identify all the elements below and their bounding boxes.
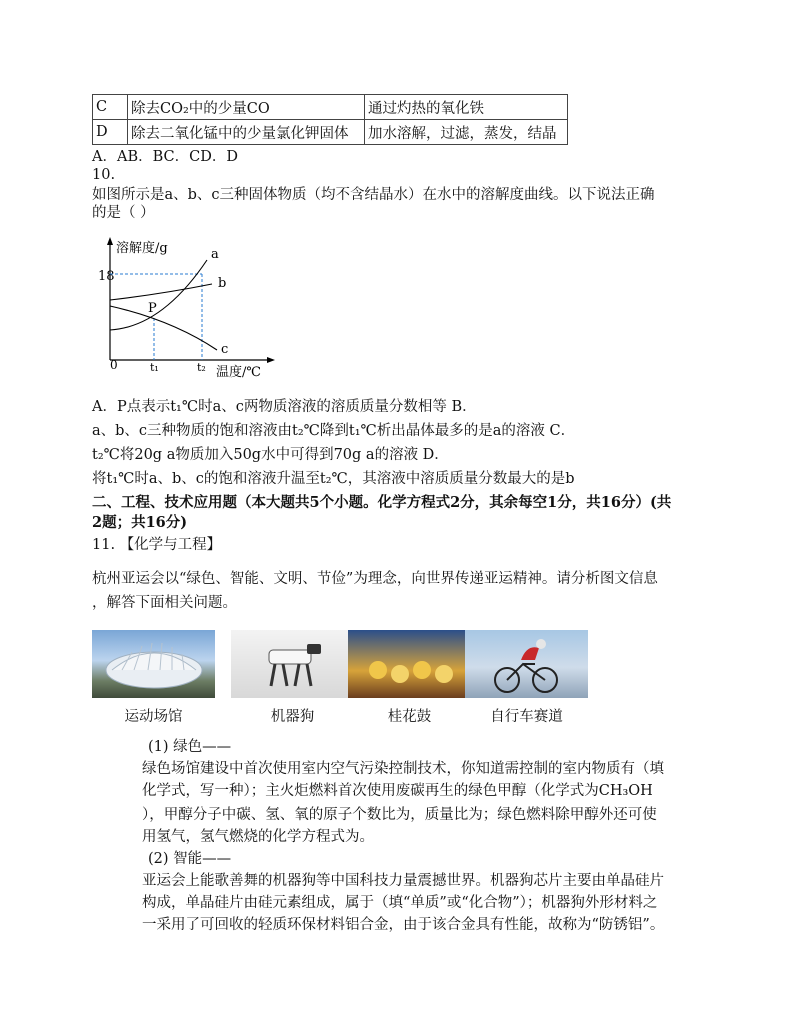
point-label: P	[148, 301, 157, 316]
q10-option-2: a、b、c三种物质的饱和溶液由t₂℃降到t₁℃析出晶体最多的是a的溶液 C．	[92, 423, 576, 439]
row-method: 通过灼热的氧化铁	[365, 95, 568, 120]
table-row	[93, 120, 568, 145]
table-row	[93, 95, 568, 120]
x-tick-label: t₁	[150, 361, 159, 374]
part2-line-1: 亚运会上能歌善舞的机器狗等中国科技力量震撼世界。机器狗芯片主要由单晶硅片	[142, 873, 664, 889]
row-task: 除去二氧化锰中的少量氯化钾固体	[128, 120, 365, 145]
caption-cycling: 自行车赛道	[490, 709, 563, 725]
part1-line-3: ），甲醇分子中碳、氢、氧的原子个数比为，质量比为；绿色燃料除甲醇外还可使	[142, 807, 657, 823]
curve-b	[110, 284, 212, 300]
q11-number: 11. 【化学与工程】	[92, 537, 222, 553]
q10-option-3: t₂℃将20g a物质加入50g水中可得到70g a的溶液 D．	[92, 447, 449, 463]
q10-option-4: 将t₁℃时a、b、c的饱和溶液升温至t₂℃，其溶液中溶质质量分数最大的是b	[92, 471, 575, 487]
robot-dog-photo	[231, 630, 354, 698]
origin-label: 0	[110, 358, 118, 372]
row-task: 除去CO₂中的少量CO	[128, 95, 365, 120]
cycling-photo	[465, 630, 588, 698]
part1-line-1: 绿色场馆建设中首次使用室内空气污染控制技术，你知道需控制的室内物质有（填	[142, 761, 664, 777]
caption-stadium: 运动场馆	[124, 709, 183, 725]
q10-number: 10.	[92, 167, 116, 183]
series-label: b	[218, 276, 227, 291]
y-tick-label: 18	[98, 269, 115, 284]
row-method: 加水溶解，过滤，蒸发，结晶	[365, 120, 568, 145]
part1-title: (1) 绿色——	[148, 739, 232, 755]
solubility-chart	[92, 232, 282, 382]
q11-intro-2: ，解答下面相关问题。	[92, 595, 237, 611]
x-axis-label: 温度/℃	[216, 365, 261, 380]
curve-a	[110, 260, 207, 330]
options-table	[92, 94, 568, 145]
part2-line-2: 构成，单晶硅片由硅元素组成，属于（填“单质”或“化合物”）；机器狗外形材料之	[142, 895, 658, 911]
y-axis-label: 溶解度/g	[116, 241, 168, 256]
part1-line-2: 化学式，写一种）；主火炬燃料首次使用废碳再生的绿色甲醇（化学式为CH₃OH	[142, 783, 653, 799]
x-axis-arrow	[267, 357, 275, 363]
series-label: a	[211, 247, 219, 262]
part1-line-4: 用氢气，氢气燃烧的化学方程式为。	[142, 829, 374, 845]
row-label: C	[93, 95, 128, 120]
q11-intro-1: 杭州亚运会以“绿色、智能、文明、节俭”为理念，向世界传递亚运精神。请分析图文信息	[92, 571, 658, 587]
q10-option-1: A．P点表示t₁℃时a、c两物质溶液的溶质质量分数相等 B．	[92, 399, 477, 415]
section-title-2: 2题；共16分)	[92, 514, 188, 531]
part2-title: (2) 智能——	[148, 851, 232, 867]
drum-photo	[348, 630, 471, 698]
x-tick-label: t₂	[197, 361, 206, 374]
q10-stem-2: 的是（ ）	[92, 205, 155, 221]
q10-stem-1: 如图所示是a、b、c三种固体物质（均不含结晶水）在水中的溶解度曲线。以下说法正确	[92, 187, 655, 203]
section-title-1: 二、工程、技术应用题（本大题共5个小题。化学方程式2分，其余每空1分，共16分）(共	[92, 494, 672, 511]
caption-drum: 桂花鼓	[387, 709, 432, 725]
part2-line-3: 一采用了可回收的轻质环保材料铝合金，由于该合金具有性能，故称为“防锈铝”。	[142, 917, 665, 933]
q9-options: A．AB．BC．CD．D	[92, 149, 238, 165]
row-label: D	[93, 120, 128, 145]
y-axis-arrow	[107, 237, 113, 245]
caption-robot-dog: 机器狗	[270, 709, 315, 725]
stadium-photo	[92, 630, 215, 698]
series-label: c	[221, 342, 229, 357]
